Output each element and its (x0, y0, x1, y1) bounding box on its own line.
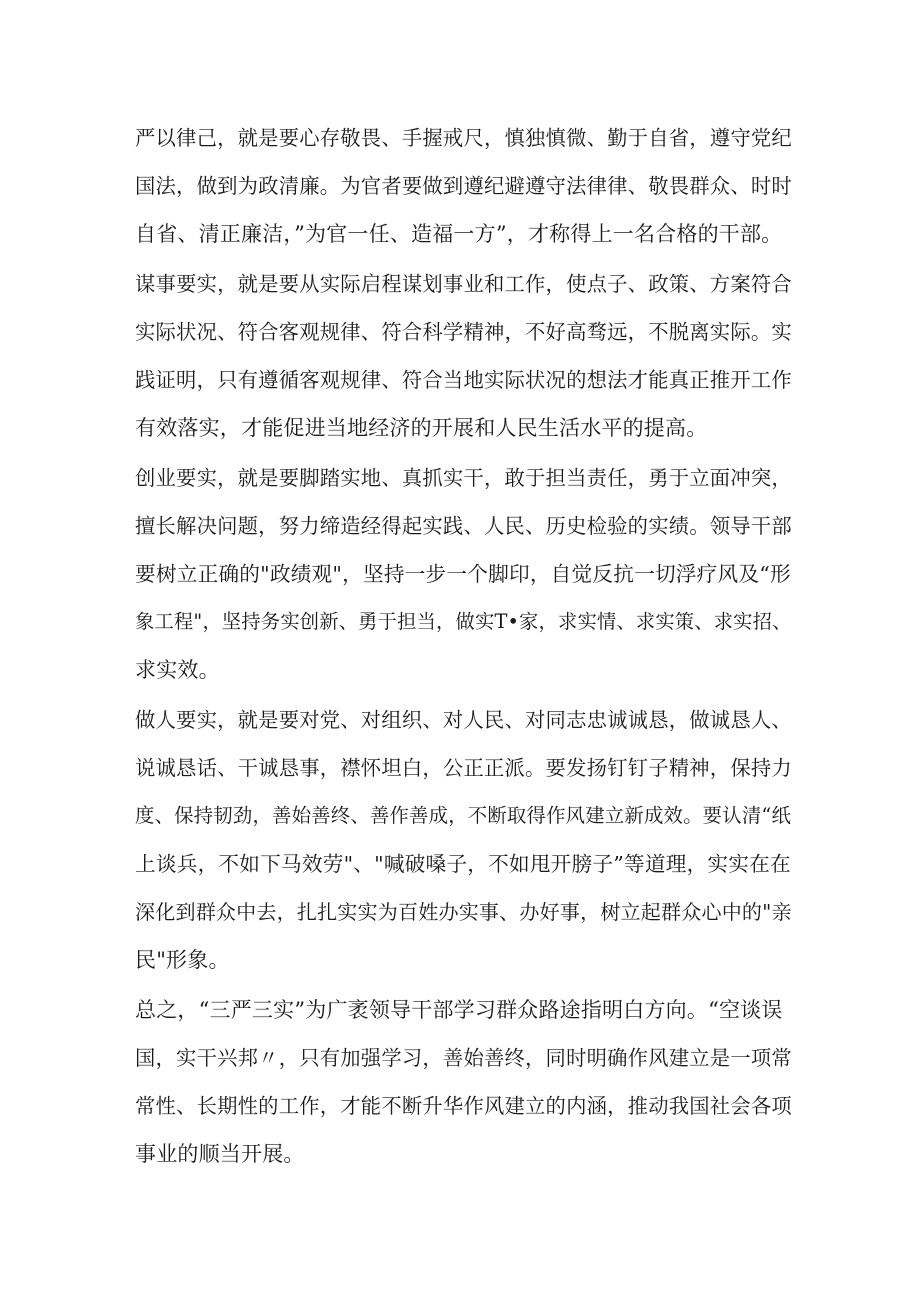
text-line: 象工程"，坚持务实创新、勇于担当，做实T•家，求实情、求实策、求实招、 (135, 610, 792, 633)
text-line: 上谈兵，不如下马效劳"、"喊破嗓子，不如甩开膀子”等道理，实实在在 (135, 852, 791, 876)
paragraph-entrepreneurship (135, 454, 795, 694)
text-line: 严以律己，就是要心存敬畏、手握戒尺，慎独慎微、勤于自省，遵守党纪 (135, 126, 792, 150)
paragraph-self-discipline (135, 114, 795, 258)
paragraph-planning (135, 260, 795, 452)
text-line: 总之，“三严三实”为广袤领导干部学习群众路途指明白方向。“空谈误 (135, 998, 783, 1022)
text-line: 践证明，只有遵循客观规律、符合当地实际状况的想法才能真正推开工作 (135, 368, 792, 392)
text-line: 民"形象。 (135, 948, 230, 972)
text-line: 深化到群众中去，扎扎实实为百姓办实事、办好事，树立起群众心中的"亲 (135, 900, 792, 924)
text-line: 国法，做到为政清廉。为官者要做到遵纪避遵守法律律、敬畏群众、时时 (135, 174, 792, 198)
paragraph-conclusion (135, 986, 795, 1178)
text-line: 实际状况、符合客观规律、符合科学精神，不好高骛远，不脱离实际。实 (135, 320, 792, 344)
text-line: 度、保持韧劲，善始善终、善作善成，不断取得作风建立新成效。要认清“纸 (135, 804, 792, 827)
text-line: 说诚恳话、干诚恳事，襟怀坦白，公正正派。要发扬钉钉子精神，保持力 (135, 756, 792, 780)
text-line: 做人要实，就是要对党、对组织、对人民、对同志忠诚诚恳，做诚恳人、 (135, 708, 792, 732)
text-line: 常性、长期性的工作，才能不断升华作风建立的内涵，推动我国社会各项 (135, 1094, 792, 1118)
document-body (135, 114, 795, 1180)
text-line: 求实效。 (135, 658, 220, 682)
paragraph-conduct (135, 696, 795, 984)
text-line: 自省、清正廉洁，”为官一任、造福一方”，才称得上一名合格的干部。 (135, 222, 783, 246)
text-line: 擅长解决问题，努力缔造经得起实践、人民、历史检验的实绩。领导干部 (135, 514, 792, 538)
text-line: 国，实干兴邦〃，只有加强学习，善始善终，同时明确作风建立是一项常 (135, 1046, 792, 1070)
text-line: 事业的顺当开展。 (135, 1142, 305, 1166)
text-line: 有效落实，才能促进当地经济的开展和人民生活水平的提高。 (135, 416, 708, 440)
text-line: 创业要实，就是要脚踏实地、真抓实干，敢于担当责任，勇于立面冲突， (135, 466, 792, 490)
text-line: 谋事要实，就是要从实际启程谋划事业和工作，使点子、政策、方案符合 (135, 272, 792, 296)
text-line: 要树立正确的"政绩观"，坚持一步一个脚印，自觉反抗一切浮疗风及“形 (135, 562, 791, 586)
